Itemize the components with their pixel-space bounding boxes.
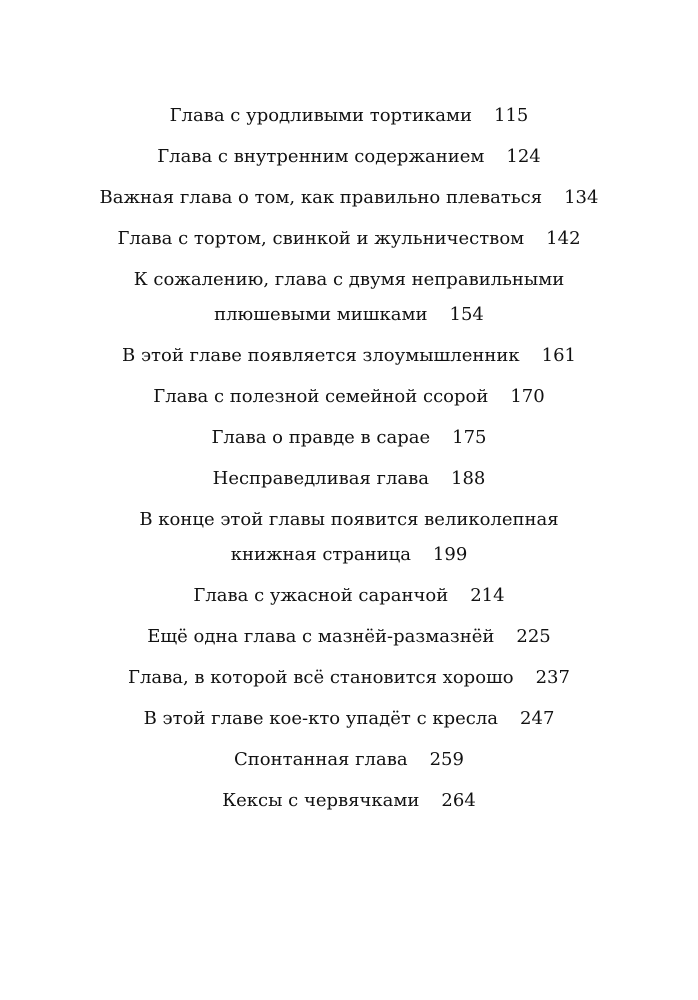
toc-entry-title: Важная глава о том, как правильно плеваться bbox=[99, 187, 543, 208]
toc-entry-title: Несправедливая глава bbox=[212, 468, 430, 489]
toc-entry bbox=[0, 338, 698, 373]
toc-entry bbox=[0, 139, 698, 174]
toc-entry bbox=[0, 578, 698, 613]
toc-entry-title: В этой главе кое-кто упадёт с кресла bbox=[143, 708, 499, 729]
toc-entry-title-line2: плюшевыми мишками bbox=[214, 304, 428, 325]
toc-entry bbox=[0, 701, 698, 736]
toc-entry-title: Глава, в которой всё становится хорошо bbox=[128, 667, 514, 688]
toc-entry-title: Глава с уродливыми тортиками bbox=[169, 105, 472, 126]
toc-entry-title: К сожалению, глава с двумя неправильными bbox=[133, 269, 565, 290]
toc-entry bbox=[0, 461, 698, 496]
toc-entry-title: В этой главе появляется злоумышленник bbox=[122, 345, 520, 366]
toc-entry bbox=[0, 180, 698, 215]
toc-entry-page: 188 bbox=[451, 468, 486, 489]
toc-entry-title: Ещё одна глава с мазнёй-размазнёй bbox=[147, 626, 495, 647]
toc-entry-title: Глава о правде в сарае bbox=[211, 427, 431, 448]
toc-entry-page: 199 bbox=[432, 544, 468, 565]
toc-entry bbox=[0, 262, 698, 332]
toc-entry-title: Глава с ужасной саранчой bbox=[193, 585, 449, 606]
toc-entry bbox=[0, 742, 698, 777]
toc-entry-page: 259 bbox=[429, 749, 464, 770]
toc-entry-page: 115 bbox=[494, 105, 529, 126]
table-of-contents bbox=[0, 98, 698, 824]
toc-entry-page: 247 bbox=[520, 708, 555, 729]
toc-entry bbox=[0, 98, 698, 133]
toc-entry-page: 214 bbox=[470, 585, 505, 606]
toc-entry-title: Спонтанная глава bbox=[234, 749, 408, 770]
toc-entry-title: Кексы с червячками bbox=[222, 790, 420, 811]
toc-entry-page: 175 bbox=[452, 427, 487, 448]
toc-entry bbox=[0, 660, 698, 695]
toc-entry-title-continued bbox=[0, 537, 698, 572]
toc-entry bbox=[0, 619, 698, 654]
toc-entry bbox=[0, 379, 698, 414]
toc-entry-page: 264 bbox=[441, 790, 476, 811]
toc-entry bbox=[0, 502, 698, 572]
toc-entry-page: 134 bbox=[564, 187, 599, 208]
toc-entry-page: 124 bbox=[506, 146, 541, 167]
toc-entry-title-line2: книжная страница bbox=[230, 544, 411, 565]
toc-entry-title: В конце этой главы появится великолепная bbox=[139, 509, 559, 530]
toc-entry-title: Глава с полезной семейной ссорой bbox=[153, 386, 489, 407]
toc-entry-page: 225 bbox=[516, 626, 551, 647]
toc-entry-page: 161 bbox=[541, 345, 576, 366]
toc-entry-page: 237 bbox=[535, 667, 570, 688]
toc-entry bbox=[0, 221, 698, 256]
toc-entry bbox=[0, 420, 698, 455]
toc-entry bbox=[0, 783, 698, 818]
toc-entry-title: Глава с тортом, свинкой и жульничеством bbox=[117, 228, 525, 249]
toc-entry-page: 154 bbox=[449, 304, 484, 325]
toc-entry-title-continued bbox=[0, 297, 698, 332]
toc-entry-page: 142 bbox=[546, 228, 581, 249]
toc-entry-page: 170 bbox=[510, 386, 545, 407]
toc-entry-title: Глава с внутренним содержанием bbox=[157, 146, 485, 167]
